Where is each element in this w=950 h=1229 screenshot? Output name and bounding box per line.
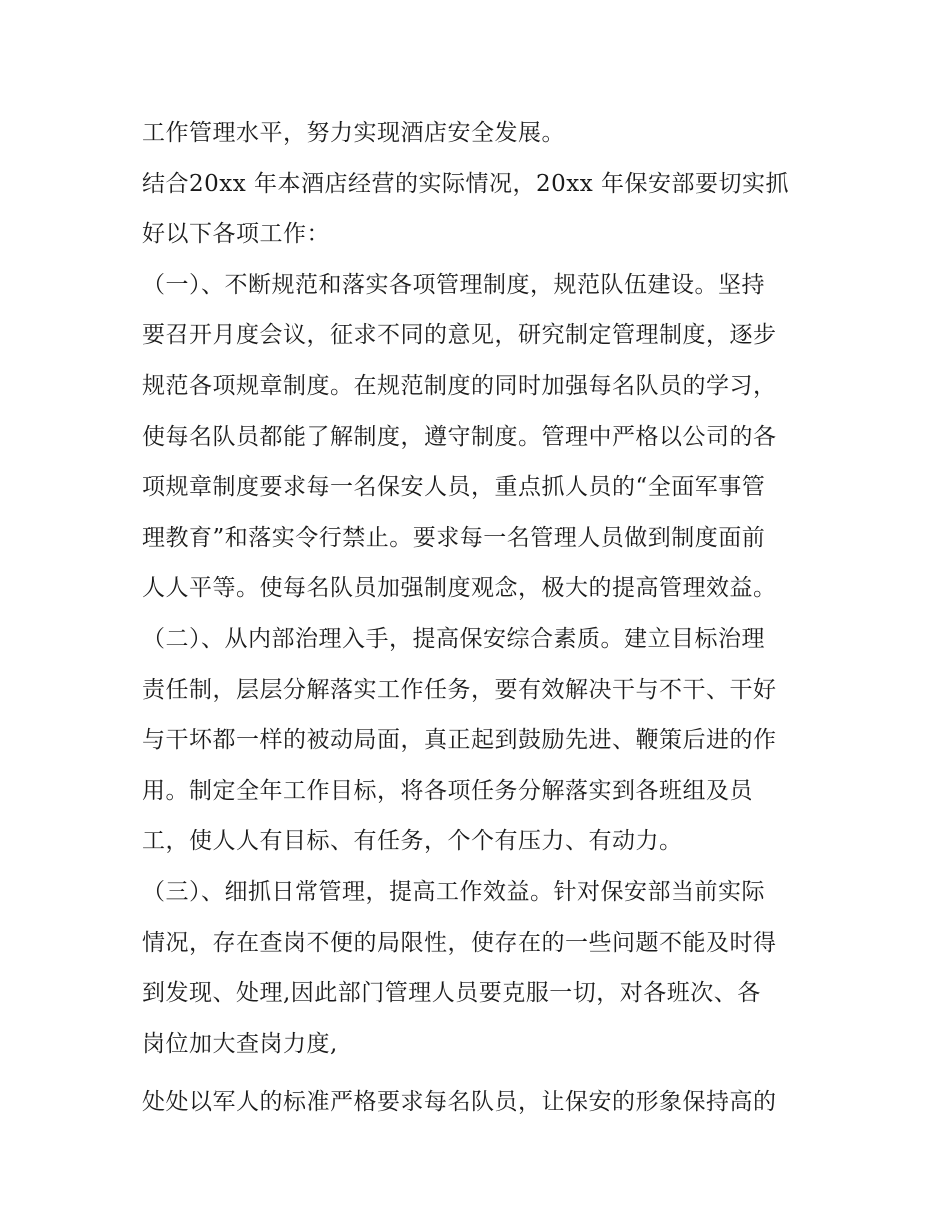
text-line: 工作管理水平，努力实现酒店安全发展。 [142, 120, 565, 146]
text-line: 用。制定全年工作目标，将各项任务分解落实到各班组及员 [142, 777, 753, 804]
text-line: （二）、从内部治理入手，提高保安综合素质。建立目标治理 [142, 625, 765, 652]
text-line: 到发现、处理,因此部门管理人员要克服一切，对各班次、各 [142, 980, 761, 1007]
text-line: 理教育”和落实令行禁止。要求每一名管理人员做到制度面前 [142, 524, 766, 551]
text-line: 工，使人人有目标、有任务，个个有压力、有动力。 [142, 828, 683, 855]
text-line: 责任制，层层分解落实工作任务，要有效解决干与不干、干好 [142, 676, 777, 703]
text-line: 好以下各项工作： [142, 221, 330, 248]
document-body [142, 108, 822, 1128]
text-line: （三）、细抓日常管理，提高工作效益。针对保安部当前实际 [142, 878, 765, 905]
text-line: 与干坏都一样的被动局面，真正起到鼓励先进、鞭策后进的作 [142, 727, 777, 754]
text-line: 人人平等。使每名队员加强制度观念，极大的提高管理效益。 [142, 575, 777, 602]
text-line: 情况，存在查岗不便的局限性，使存在的一些问题不能及时得 [142, 929, 777, 956]
text-line: 处处以军人的标准严格要求每名队员，让保安的形象保持高的 [142, 1089, 777, 1116]
text-line: （一）、不断规范和落实各项管理制度，规范队伍建设。坚持 [142, 271, 765, 298]
text-line: 使每名队员都能了解制度，遵守制度。管理中严格以公司的各 [142, 423, 777, 450]
text-line: 项规章制度要求每一名保安人员，重点抓人员的“全面军事管 [142, 474, 766, 501]
text-line: 结合20xx 年本酒店经营的实际情况，20xx 年保安部要切实抓 [142, 170, 790, 197]
text-line: 岗位加大查岗力度, [142, 1030, 338, 1057]
text-line: 要召开月度会议，征求不同的意见，研究制定管理制度，逐步 [142, 322, 777, 349]
text-line: 规范各项规章制度。在规范制度的同时加强每名队员的学习， [142, 372, 777, 399]
